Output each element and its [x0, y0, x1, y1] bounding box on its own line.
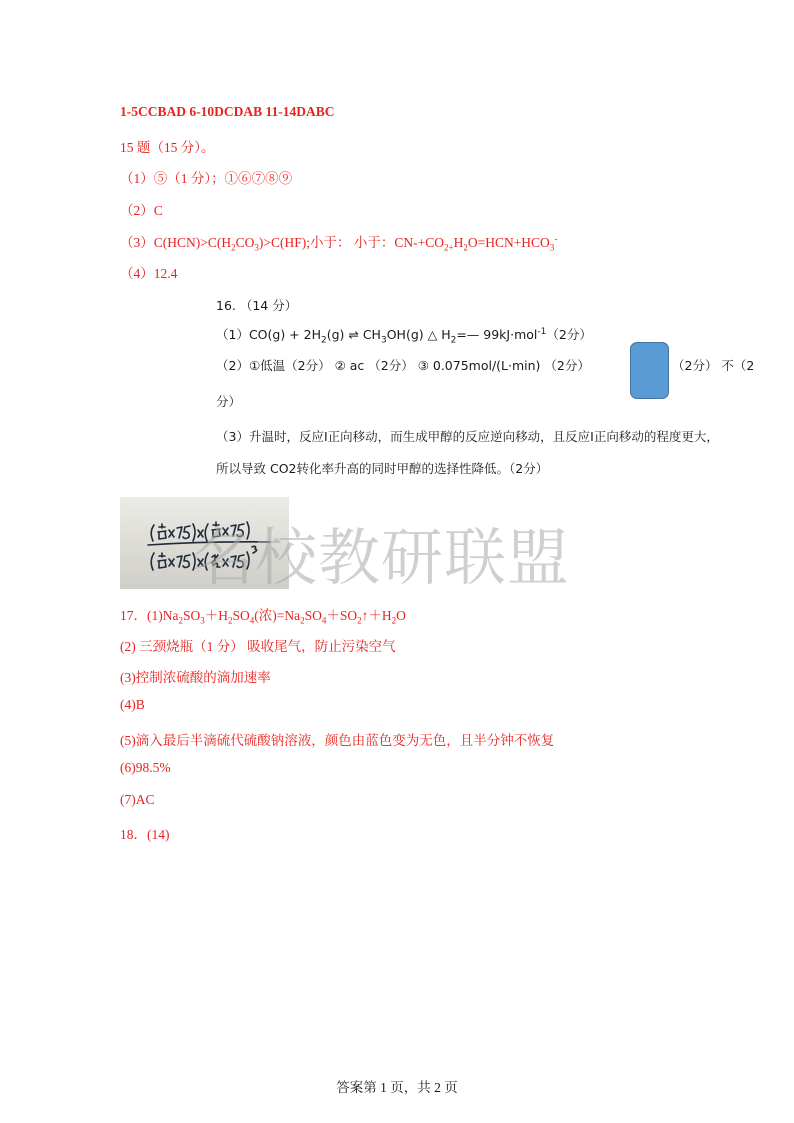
embedded-blue-shape [630, 342, 669, 399]
page-footer: 答案第 1 页，共 2 页 [336, 1080, 458, 1095]
q16-part2: （2）①低温（2分） ② ac （2分） ③ 0.075mol/(L·min) （2分） [216, 358, 590, 373]
q16-part1: $(1)CO(g) + 2H_2(g)$ ⇌ $CH_3OH(g)$ △ $H_2=—$ 99kJ·mol$^{-1}$（2分） [216, 326, 592, 346]
q17-part5: (5)滴入最后半滴硫代硫酸钠溶液，颜色由蓝色变为无色，且半分钟不恢复 [120, 733, 555, 748]
q17-part4: (4)B [120, 697, 145, 712]
q15-part4: （4）12.4 [120, 266, 178, 281]
q15-part3: $(3)C(HCN)>C(H_2CO_3)>C(HF)$;小于： 小于：$CN-+CO_{2+}H_2O=HCN+HCO_3^-$ [120, 233, 558, 253]
q17-part6: (6)98.5% [120, 760, 171, 775]
q16-part3-line2: 所以导致 CO2转化率升高的同时甲醇的选择性降低。（2分） [216, 461, 549, 476]
q17-part1: 17．$(1)Na_2SO_3+H_2SO_4$(浓)$=Na_2SO_4+SO_2↑+H_2O$ [120, 608, 406, 626]
q15-heading: 15 题（15 分）。 [120, 140, 215, 155]
q17-part7: (7)AC [120, 792, 155, 807]
q15-part1: （1）⑤（1 分）；①⑥⑦⑧⑨ [120, 171, 293, 186]
q18-heading: 18．(14) [120, 827, 170, 842]
mc-answers: 1-5CCBAD 6-10DCDAB 11-14DABC [120, 104, 335, 119]
q15-part2: （2）C [120, 203, 163, 218]
q16-heading: 16. （14 分） [216, 298, 298, 313]
q17-part2: (2) 三颈烧瓶（1 分） 吸收尾气，防止污染空气 [120, 639, 396, 654]
q16-part2-end: 分） [216, 394, 242, 409]
q16-part3-line1: （3）升温时，反应I正向移动，而生成甲醇的反应逆向移动，且反应I正向移动的程度更大， [216, 429, 719, 444]
watermark-text: 名校教研联盟 [192, 521, 571, 594]
q16-part2-tail: （2分） 不（2 [672, 358, 755, 373]
q17-part3: (3)控制浓硫酸的滴加速率 [120, 670, 271, 685]
